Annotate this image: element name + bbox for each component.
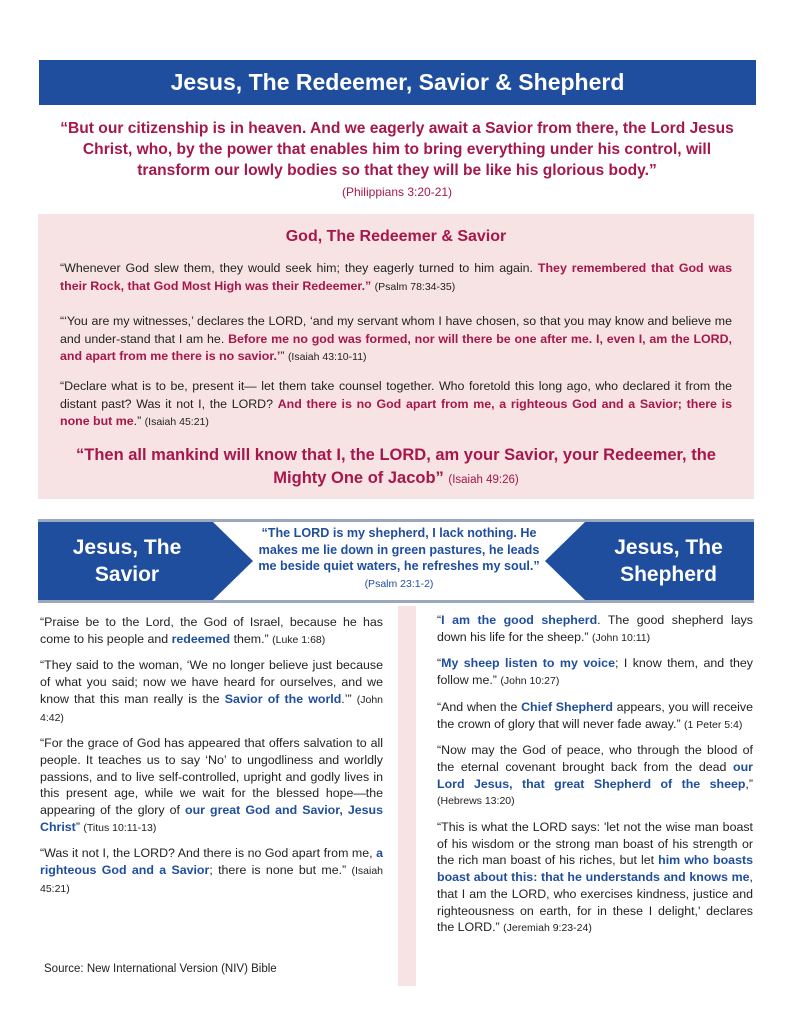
verse-paragraph: “Praise be to the Lord, the God of Israel, because he has come to his people and redeemed them.” (Luke 1:68): [40, 615, 383, 646]
savior-banner: [38, 522, 253, 600]
shepherd-banner: [545, 522, 754, 600]
shepherd-banner-label: Jesus, The Shepherd: [614, 536, 723, 586]
page-title: Jesus, The Redeemer, Savior & Shepherd: [39, 60, 756, 105]
shepherd-column: [437, 612, 753, 946]
verse-paragraph: “This is what the LORD says: 'let not the wise man boast of his wisdom or the strong man boast of his strength or the rich man boast of his riches, but let him who boasts boast about this: that he understands and knows me, that I am the LORD, who exercises kindness, justice and righteousness on earth, for in these I delight,' declares the LORD.” (Jeremiah 9:23-24): [437, 820, 753, 935]
verse-paragraph: “They said to the woman, ‘We no longer believe just because of what you said; now we have heard for ourselves, and we know that this man really is the Savior of the world.’” (John 4:42): [40, 658, 384, 724]
top-quote-reference: (Philippians 3:20-21): [341, 185, 453, 199]
source-note: Source: New International Version (NIV) Bible: [44, 963, 277, 975]
verse-paragraph: “Declare what is to be, present it— let them take counsel together. Who foretold this long ago, who declared it from the distant past? Was it not I, the LORD? And there is no God apart from me, a righteous God and a Savior; there is none but me.” (Isaiah 45:21): [60, 379, 732, 428]
column-divider: [398, 606, 416, 986]
psalm-23-quote: “The LORD is my shepherd, I lack nothing. He makes me lie down in green pastures, he leads me beside quiet waters, he refreshes my soul.” (Psalm 23:1-2): [258, 526, 540, 590]
verse-paragraph: “‘You are my witnesses,’ declares the LORD, ‘and my servant whom I have chosen, so that you may know and believe me and under-stand that I am he. Before me no god was formed, nor will there be one after me. I, even I, am the LORD, and apart from me there is no savior.’” (Isaiah 43:10-11): [60, 314, 732, 363]
verse-paragraph: “Whenever God slew them, they would seek him; they eagerly turned to him again. They remembered that God was their Rock, that God Most High was their Redeemer.” (Psalm 78:34-35): [60, 261, 732, 293]
top-quote: “But our citizenship is in heaven. And we eagerly await a Savior from there, the Lord Jesus Christ, who, by the power that enables him to bring everything under his control, will transform our lowly bodies so that they will be like his glorious body.”: [60, 120, 734, 179]
god-redeemer-section: [38, 214, 754, 499]
savior-banner-label: Jesus, The Savior: [72, 536, 182, 586]
savior-column: [40, 614, 383, 907]
verse-paragraph: “For the grace of God has appeared that offers salvation to all people. It teaches us to say ‘No’ to ungodliness and worldly passions, and to live self-controlled, upright and godly lives in this present age, while we wait for the blessed hope—the appearing of the glory of our great God and Savior, Jesus Christ” (Titus 10:11-13): [40, 736, 383, 834]
verse-paragraph: “Now may the God of peace, who through the blood of the eternal covenant brought back from the dead our Lord Jesus, that great Shepherd of the sheep,” (Hebrews 13:20): [437, 743, 753, 808]
highlight-verse: “Then all mankind will know that I, the LORD, am your Savior, your Redeemer, the Mighty One of Jacob” (Isaiah 49:26): [76, 446, 716, 487]
verse-paragraph: “I am the good shepherd. The good shepherd lays down his life for the sheep.” (John 10:11): [437, 613, 753, 644]
verse-paragraph: “My sheep listen to my voice; I know them, and they follow me.” (John 10:27): [437, 656, 754, 688]
verse-paragraph: “And when the Chief Shepherd appears, you will receive the crown of glory that will never fade away.” (1 Peter 5:4): [437, 699, 753, 731]
verse-paragraph: “Was it not I, the LORD? And there is no God apart from me, a righteous God and a Savior; there is none but me.” (Isaiah 45:21): [40, 846, 383, 895]
banner-divider-bottom: [38, 600, 754, 603]
section-heading: God, The Redeemer & Savior: [285, 228, 507, 245]
